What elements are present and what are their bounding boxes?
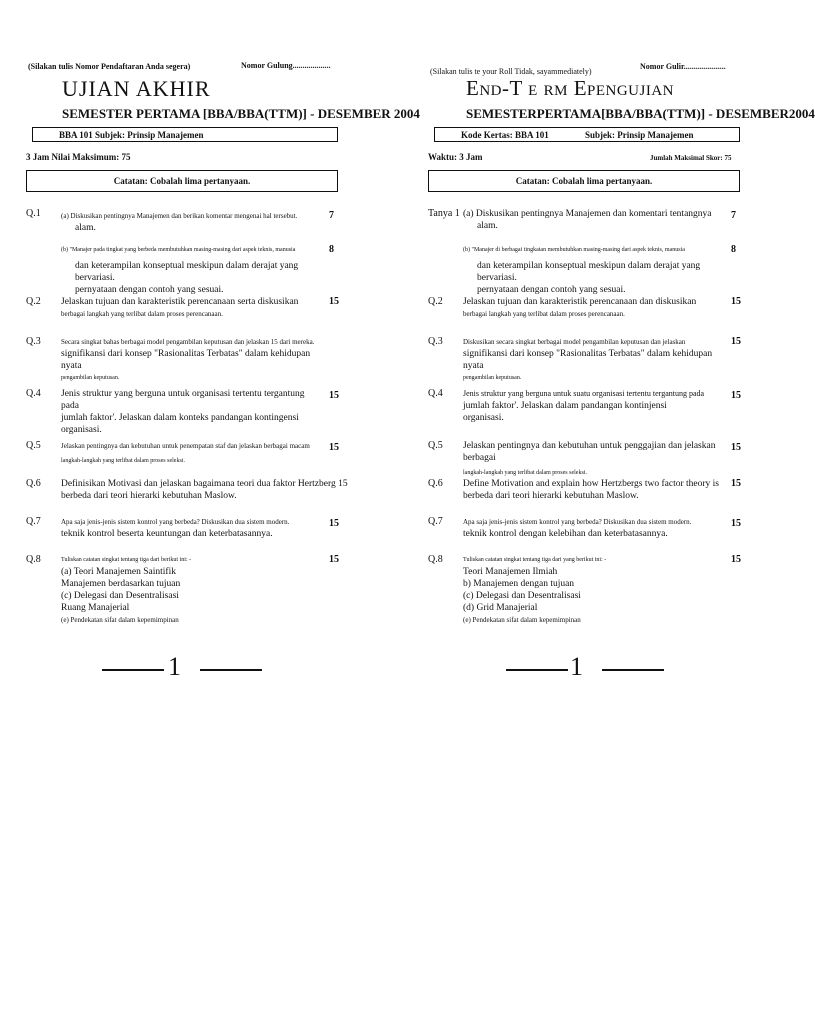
q8-text: Tuliskan catatan singkat tentang tiga dari berikut ini: -: [61, 557, 192, 563]
q8-item: Ruang Manajerial: [61, 603, 130, 613]
subject-box: [434, 127, 740, 142]
q1a-continuation: alam.: [75, 223, 96, 233]
q1a-continuation: alam.: [477, 221, 498, 231]
q2-marks: 15: [731, 296, 741, 307]
note-box: [428, 170, 740, 192]
question-number: Q.8: [26, 554, 41, 565]
q1b-continuation-2: pernyataan dengan contoh yang sesuai.: [477, 285, 626, 295]
q3-text-3: pengambilan keputusan.: [463, 375, 522, 381]
q7-text-2: teknik kontrol beserta keuntungan dan keterbatasannya.: [61, 529, 273, 539]
q8-item: (e) Pendekatan sifat dalam kepemimpinan: [61, 616, 179, 624]
page-dash-left: [506, 669, 568, 671]
q1a-text: (a) Diskusikan pentingnya Manajemen dan komentari tentangnya: [463, 209, 712, 219]
question-number: Q.4: [26, 388, 41, 399]
question-number: Q.8: [428, 554, 443, 565]
q2-text-1: Jelaskan tujuan dan karakteristik perencanaan serta diskusikan: [61, 297, 299, 307]
exam-title: UJIAN AKHIR: [62, 76, 211, 101]
q5-text-1: Jelaskan pentingnya dan kebutuhan untuk penggajian dan jelaskan berbagai: [463, 441, 716, 463]
page-dash-right: [200, 669, 262, 671]
roll-number-field: Nomor Gulir.....................: [640, 62, 726, 71]
q3-text-2: signifikansi dari konsep "Rasionalitas Terbatas" dalam kehidupan nyata: [463, 349, 713, 371]
q1a-marks: 7: [329, 210, 334, 221]
time-max-marks: 3 Jam Nilai Maksimum: 75: [26, 152, 131, 162]
time: Waktu: 3 Jam: [428, 152, 483, 162]
q4-text-1: Jenis struktur yang berguna untuk suatu organisasi tertentu tergantung pada: [463, 389, 705, 398]
q8-marks: 15: [731, 554, 741, 565]
q4-text-3: organisasi.: [61, 425, 102, 435]
q8-item: (c) Delegasi dan Desentralisasi: [61, 591, 179, 601]
question-number: Q.2: [26, 296, 41, 307]
q4-marks: 15: [731, 390, 741, 401]
q7-marks: 15: [329, 518, 339, 529]
roll-number-field: Nomor Gulung...................: [241, 61, 331, 70]
subject-box: [32, 127, 338, 142]
question-number: Tanya 1: [428, 208, 460, 219]
q5-marks: 15: [731, 442, 741, 453]
q4-marks: 15: [329, 390, 339, 401]
q8-marks: 15: [329, 554, 339, 565]
q5-marks: 15: [329, 442, 339, 453]
q6-text-2: berbeda dari teori hierarki kebutuhan Maslow.: [463, 491, 639, 501]
q7-text-1: Apa saja jenis-jenis sistem kontrol yang berbeda? Diskusikan dua sistem modern.: [61, 518, 290, 526]
q3-text-1: Secara singkat bahas berbagai model pengambilan keputusan dan jelaskan 15 dari mereka.: [61, 338, 315, 346]
question-number: Q.7: [428, 516, 443, 527]
question-number: Q.6: [428, 478, 443, 489]
q3-marks: 15: [731, 336, 741, 347]
q2-text-2: berbagai langkah yang terlibat dalam proses perencanaan.: [463, 310, 625, 318]
q5-text-2: langkah-langkah yang terlibat dalam proses seleksi.: [463, 470, 587, 476]
q7-text-1: Apa saja jenis-jenis sistem kontrol yang berbeda? Diskusikan dua sistem modern.: [463, 518, 692, 526]
q3-text-2: signifikansi dari konsep "Rasionalitas Terbatas" dalam kehidupan nyata: [61, 349, 311, 371]
q7-marks: 15: [731, 518, 741, 529]
q6-marks: 15: [731, 478, 741, 489]
q6-text-1: Definisikan Motivasi dan jelaskan bagaimana teori dua faktor Hertzberg 15: [61, 479, 348, 489]
q8-item: Manajemen berdasarkan tujuan: [61, 579, 181, 589]
semester-heading: SEMESTER PERTAMA [BBA/BBA(TTM)] - DESEMBER 2004: [62, 106, 420, 121]
question-number: Q.3: [428, 336, 443, 347]
q4-text-1: Jenis struktur yang berguna untuk organisasi tertentu tergantung pada: [61, 389, 305, 411]
q1b-marks: 8: [329, 244, 334, 255]
question-number: Q.2: [428, 296, 443, 307]
subject-name: Subjek: Prinsip Manajemen: [585, 130, 694, 140]
q1b-text: (b) "Manajer di berbagai tingkatan membutuhkan masing-masing dari aspek teknis, manusia: [463, 247, 685, 253]
q4-text-3: organisasi.: [463, 413, 504, 423]
q1b-text: (b) "Manajer pada tingkat yang berbeda membutuhkan masing-masing dari aspek teknis, manusia: [61, 247, 296, 253]
q5-text-1: Jelaskan pentingnya dan kebutuhan untuk penempatan staf dan jelaskan berbagai macam: [61, 442, 310, 450]
exam-title: End-T e rm Epengujian: [466, 76, 675, 100]
q1b-continuation-1: dan keterampilan konseptual meskipun dalam derajat yang bervariasi.: [477, 261, 701, 283]
page-number: 1: [168, 652, 181, 681]
note-box: [26, 170, 338, 192]
note-text: Catatan: Cobalah lima pertanyaan.: [113, 176, 251, 186]
q1a-text: (a) Diskusikan pentingnya Manajemen dan berikan komentar mengenai hal tersebut.: [61, 212, 298, 220]
semester-heading: SEMESTERPERTAMA[BBA/BBA(TTM)] - DESEMBER2004: [466, 106, 815, 121]
q2-text-1: Jelaskan tujuan dan karakteristik perencanaan dan diskusikan: [463, 297, 697, 307]
question-number: Q.5: [428, 440, 443, 451]
question-number: Q.5: [26, 440, 41, 451]
q4-text-2: jumlah faktor'. Jelaskan dalam pandangan kontinjensi: [463, 401, 667, 411]
question-number: Q.4: [428, 388, 443, 399]
page-number: 1: [570, 652, 583, 681]
question-number: Q.7: [26, 516, 41, 527]
candidate-instruction: (Silakan tulis te your Roll Tidak, sayammediately): [430, 67, 592, 76]
paper-code: Kode Kertas: BBA 101: [461, 130, 549, 140]
q8-item: Teori Manajemen Ilmiah: [463, 567, 558, 577]
right-exam-page: [428, 0, 815, 720]
q1a-marks: 7: [731, 210, 736, 221]
q6-text-2: berbeda dari teori hierarki kebutuhan Maslow.: [61, 491, 237, 501]
q1b-marks: 8: [731, 244, 736, 255]
q5-text-2: langkah-langkah yang terlibat dalam proses seleksi.: [61, 458, 185, 464]
q8-item: (a) Teori Manajemen Saintifik: [61, 567, 176, 577]
q4-text-2: jumlah faktor'. Jelaskan dalam konteks pandangan kontingensi: [61, 413, 299, 423]
q8-text: Tuliskan catatan singkat tentang tiga dari yang berikut ini: -: [463, 557, 607, 563]
q8-item: b) Manajemen dengan tujuan: [463, 579, 575, 589]
q7-text-2: teknik kontrol dengan kelebihan dan keterbatasannya.: [463, 529, 668, 539]
max-marks: Jumlah Maksimal Skor: 75: [650, 154, 732, 162]
q2-text-2: berbagai langkah yang terlibat dalam proses perencanaan.: [61, 310, 223, 318]
q1b-continuation-2: pernyataan dengan contoh yang sesuai.: [75, 285, 224, 295]
page-dash-right: [602, 669, 664, 671]
q1b-continuation-1: dan keterampilan konseptual meskipun dalam derajat yang bervariasi.: [75, 261, 299, 283]
subject-code: BBA 101 Subjek: Prinsip Manajemen: [59, 130, 204, 140]
question-number: Q.6: [26, 478, 41, 489]
left-exam-page: [26, 0, 420, 720]
q6-text-1: Define Motivation and explain how Hertzbergs two factor theory is: [463, 479, 719, 489]
q8-item: (d) Grid Manajerial: [463, 603, 538, 613]
q3-text-1: Diskusikan secara singkat berbagai model pengambilan keputusan dan jelaskan: [463, 338, 686, 346]
q8-item: (c) Delegasi dan Desentralisasi: [463, 591, 581, 601]
candidate-instruction: (Silakan tulis Nomor Pendaftaran Anda segera): [28, 62, 191, 71]
question-number: Q.3: [26, 336, 41, 347]
q2-marks: 15: [329, 296, 339, 307]
question-number: Q.1: [26, 208, 41, 219]
q8-item: (e) Pendekatan sifat dalam kepemimpinan: [463, 616, 581, 624]
q3-text-3: pengambilan keputusan.: [61, 375, 120, 381]
page-dash-left: [102, 669, 164, 671]
note-text: Catatan: Cobalah lima pertanyaan.: [515, 176, 653, 186]
